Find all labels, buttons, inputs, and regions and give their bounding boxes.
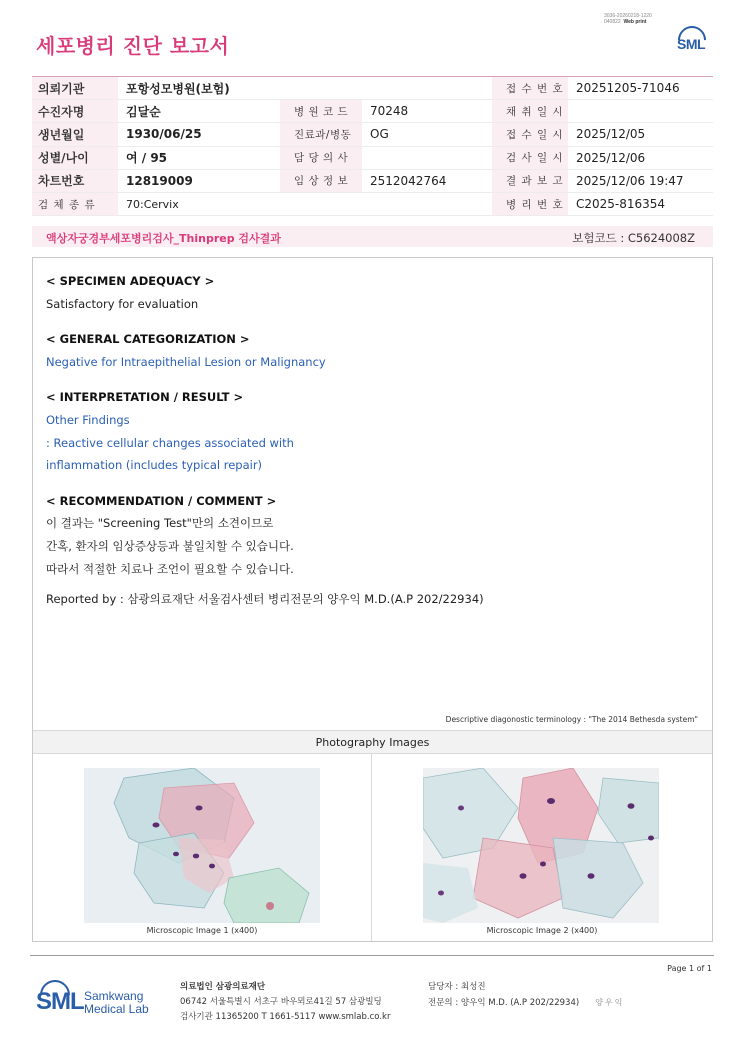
page-number: Page 1 of 1: [667, 964, 712, 973]
label-clinical-info: 임 상 정 보: [280, 169, 362, 192]
label-result-report: 결 과 보 고: [492, 169, 568, 192]
value-doctor: [362, 146, 492, 169]
organization-name: 의료법인 삼광의료재단: [180, 982, 266, 992]
staff-pathologist: 전문의 : 양우익 M.D. (A.P 202/22934): [428, 998, 580, 1008]
staff-in-charge: 담당자 : 최성진: [428, 982, 486, 992]
sml-logo-icon: [672, 26, 714, 62]
table-row: [32, 77, 713, 100]
organization-address: 06742 서울특별시 서초구 바우뫼로41길 57 삼광빌딩: [180, 997, 382, 1007]
value-test-date: 2025/12/06: [568, 146, 713, 169]
categorization-text: Negative for Intraepithelial Lesion or Malignancy: [46, 354, 326, 369]
label-department: 진료과/병동: [280, 123, 362, 146]
table-row: [32, 192, 713, 215]
value-receipt-no: 20251205-71046: [568, 77, 713, 100]
value-birth-date: 1930/06/25: [118, 123, 280, 146]
label-birth-date: 생년월일: [32, 123, 118, 146]
logo-company-name: [84, 990, 149, 1016]
reported-by: Reported by : 삼광의료재단 서울검사센터 병리전문의 양우익 M.D.(A.P 202/22934): [46, 592, 484, 607]
label-requesting-org: 의뢰기관: [32, 77, 118, 100]
value-pathology-no: C2025-816354: [568, 192, 713, 215]
value-hospital-code: 70248: [362, 100, 492, 123]
value-clinical-info: 2512042764: [362, 169, 492, 192]
insurance-code: 보험코드 : C5624008Z: [572, 231, 695, 245]
adequacy-text: Satisfactory for evaluation: [46, 296, 199, 311]
microscopic-image-2: [423, 768, 659, 923]
value-receipt-date: 2025/12/05: [568, 123, 713, 146]
label-test-date: 검 사 일 시: [492, 146, 568, 169]
organization-info: [180, 980, 390, 1025]
label-chart-no: 차트번호: [32, 169, 118, 192]
document-id: [604, 13, 652, 25]
footer-divider: [30, 955, 714, 956]
value-department: OG: [362, 123, 492, 146]
label-doctor: 담 당 의 사: [280, 146, 362, 169]
photo-section: [33, 754, 712, 941]
test-name-bar: [32, 226, 713, 247]
adequacy-heading: < SPECIMEN ADEQUACY >: [46, 274, 215, 288]
organization-contact: 검사기관 11365200 T 1661-5117 www.smlab.co.kr: [180, 1012, 391, 1022]
recommendation-line: 이 결과는 "Screening Test"만의 소견이므로: [46, 516, 274, 531]
report-body: [46, 270, 696, 611]
interpretation-line: Other Findings: [46, 412, 130, 427]
categorization-heading: < GENERAL CATEGORIZATION >: [46, 332, 250, 347]
recommendation-heading: < RECOMMENDATION / COMMENT >: [46, 493, 277, 508]
photo-cell-1: [33, 754, 372, 941]
value-requesting-org: 포항성모병원(보험): [118, 77, 492, 100]
terminology-note: Descriptive diagonostic terminology : "The 2014 Bethesda system": [445, 715, 698, 724]
document-id-line1: 3036-20260218-1220: [604, 13, 652, 19]
value-chart-no: 12819009: [118, 169, 280, 192]
interpretation-line: : Reactive cellular changes associated with: [46, 435, 294, 450]
microscopic-image-1: [84, 768, 320, 923]
label-hospital-code: 병 원 코 드: [280, 100, 362, 123]
test-name: 액상자궁경부세포병리검사_Thinprep 검사결과: [46, 232, 281, 245]
value-collection-date: [568, 100, 713, 123]
logo-line-2: Medical Lab: [84, 1002, 149, 1016]
print-label: Web print: [623, 19, 647, 25]
value-sex-age: 여 / 95: [118, 146, 280, 169]
logo-text: SML: [677, 36, 706, 52]
table-row: [32, 123, 713, 146]
recommendation-line: 간혹, 환자의 임상증상등과 불일치할 수 있습니다.: [46, 538, 294, 553]
label-pathology-no: 병 리 번 호: [492, 192, 568, 215]
label-receipt-date: 접 수 일 시: [492, 123, 568, 146]
interpretation-heading: < INTERPRETATION / RESULT >: [46, 390, 244, 405]
document-id-line2: 040822: [604, 19, 621, 25]
report-box: [32, 257, 713, 942]
interpretation-line: inflammation (includes typical repair): [46, 458, 263, 473]
table-row: [32, 169, 713, 192]
caption-image-1: Microscopic Image 1 (x400): [146, 926, 258, 935]
label-patient-name: 수진자명: [32, 100, 118, 123]
photo-cell-2: [372, 754, 712, 941]
label-collection-date: 채 취 일 시: [492, 100, 568, 123]
photo-header: Photography Images: [33, 730, 712, 754]
staff-info: [428, 980, 624, 1011]
value-specimen-type: 70:Cervix: [118, 192, 492, 215]
label-specimen-type: 검 체 종 류: [32, 192, 118, 215]
caption-image-2: Microscopic Image 2 (x400): [486, 926, 598, 935]
value-patient-name: 김달순: [118, 100, 280, 123]
samkwang-logo-icon: [36, 980, 166, 1024]
table-row: [32, 146, 713, 169]
signature: 양우익: [595, 998, 625, 1007]
logo-line-1: Samkwang: [84, 989, 144, 1003]
label-receipt-no: 접 수 번 호: [492, 77, 568, 100]
patient-info-table: [32, 76, 713, 216]
value-result-report: 2025/12/06 19:47: [568, 169, 713, 192]
label-sex-age: 성별/나이: [32, 146, 118, 169]
logo-sml-text: SML: [36, 988, 84, 1015]
table-row: [32, 100, 713, 123]
recommendation-line: 따라서 적절한 치료나 조언이 필요할 수 있습니다.: [46, 561, 294, 576]
page-title: 세포병리 진단 보고서: [36, 34, 230, 58]
